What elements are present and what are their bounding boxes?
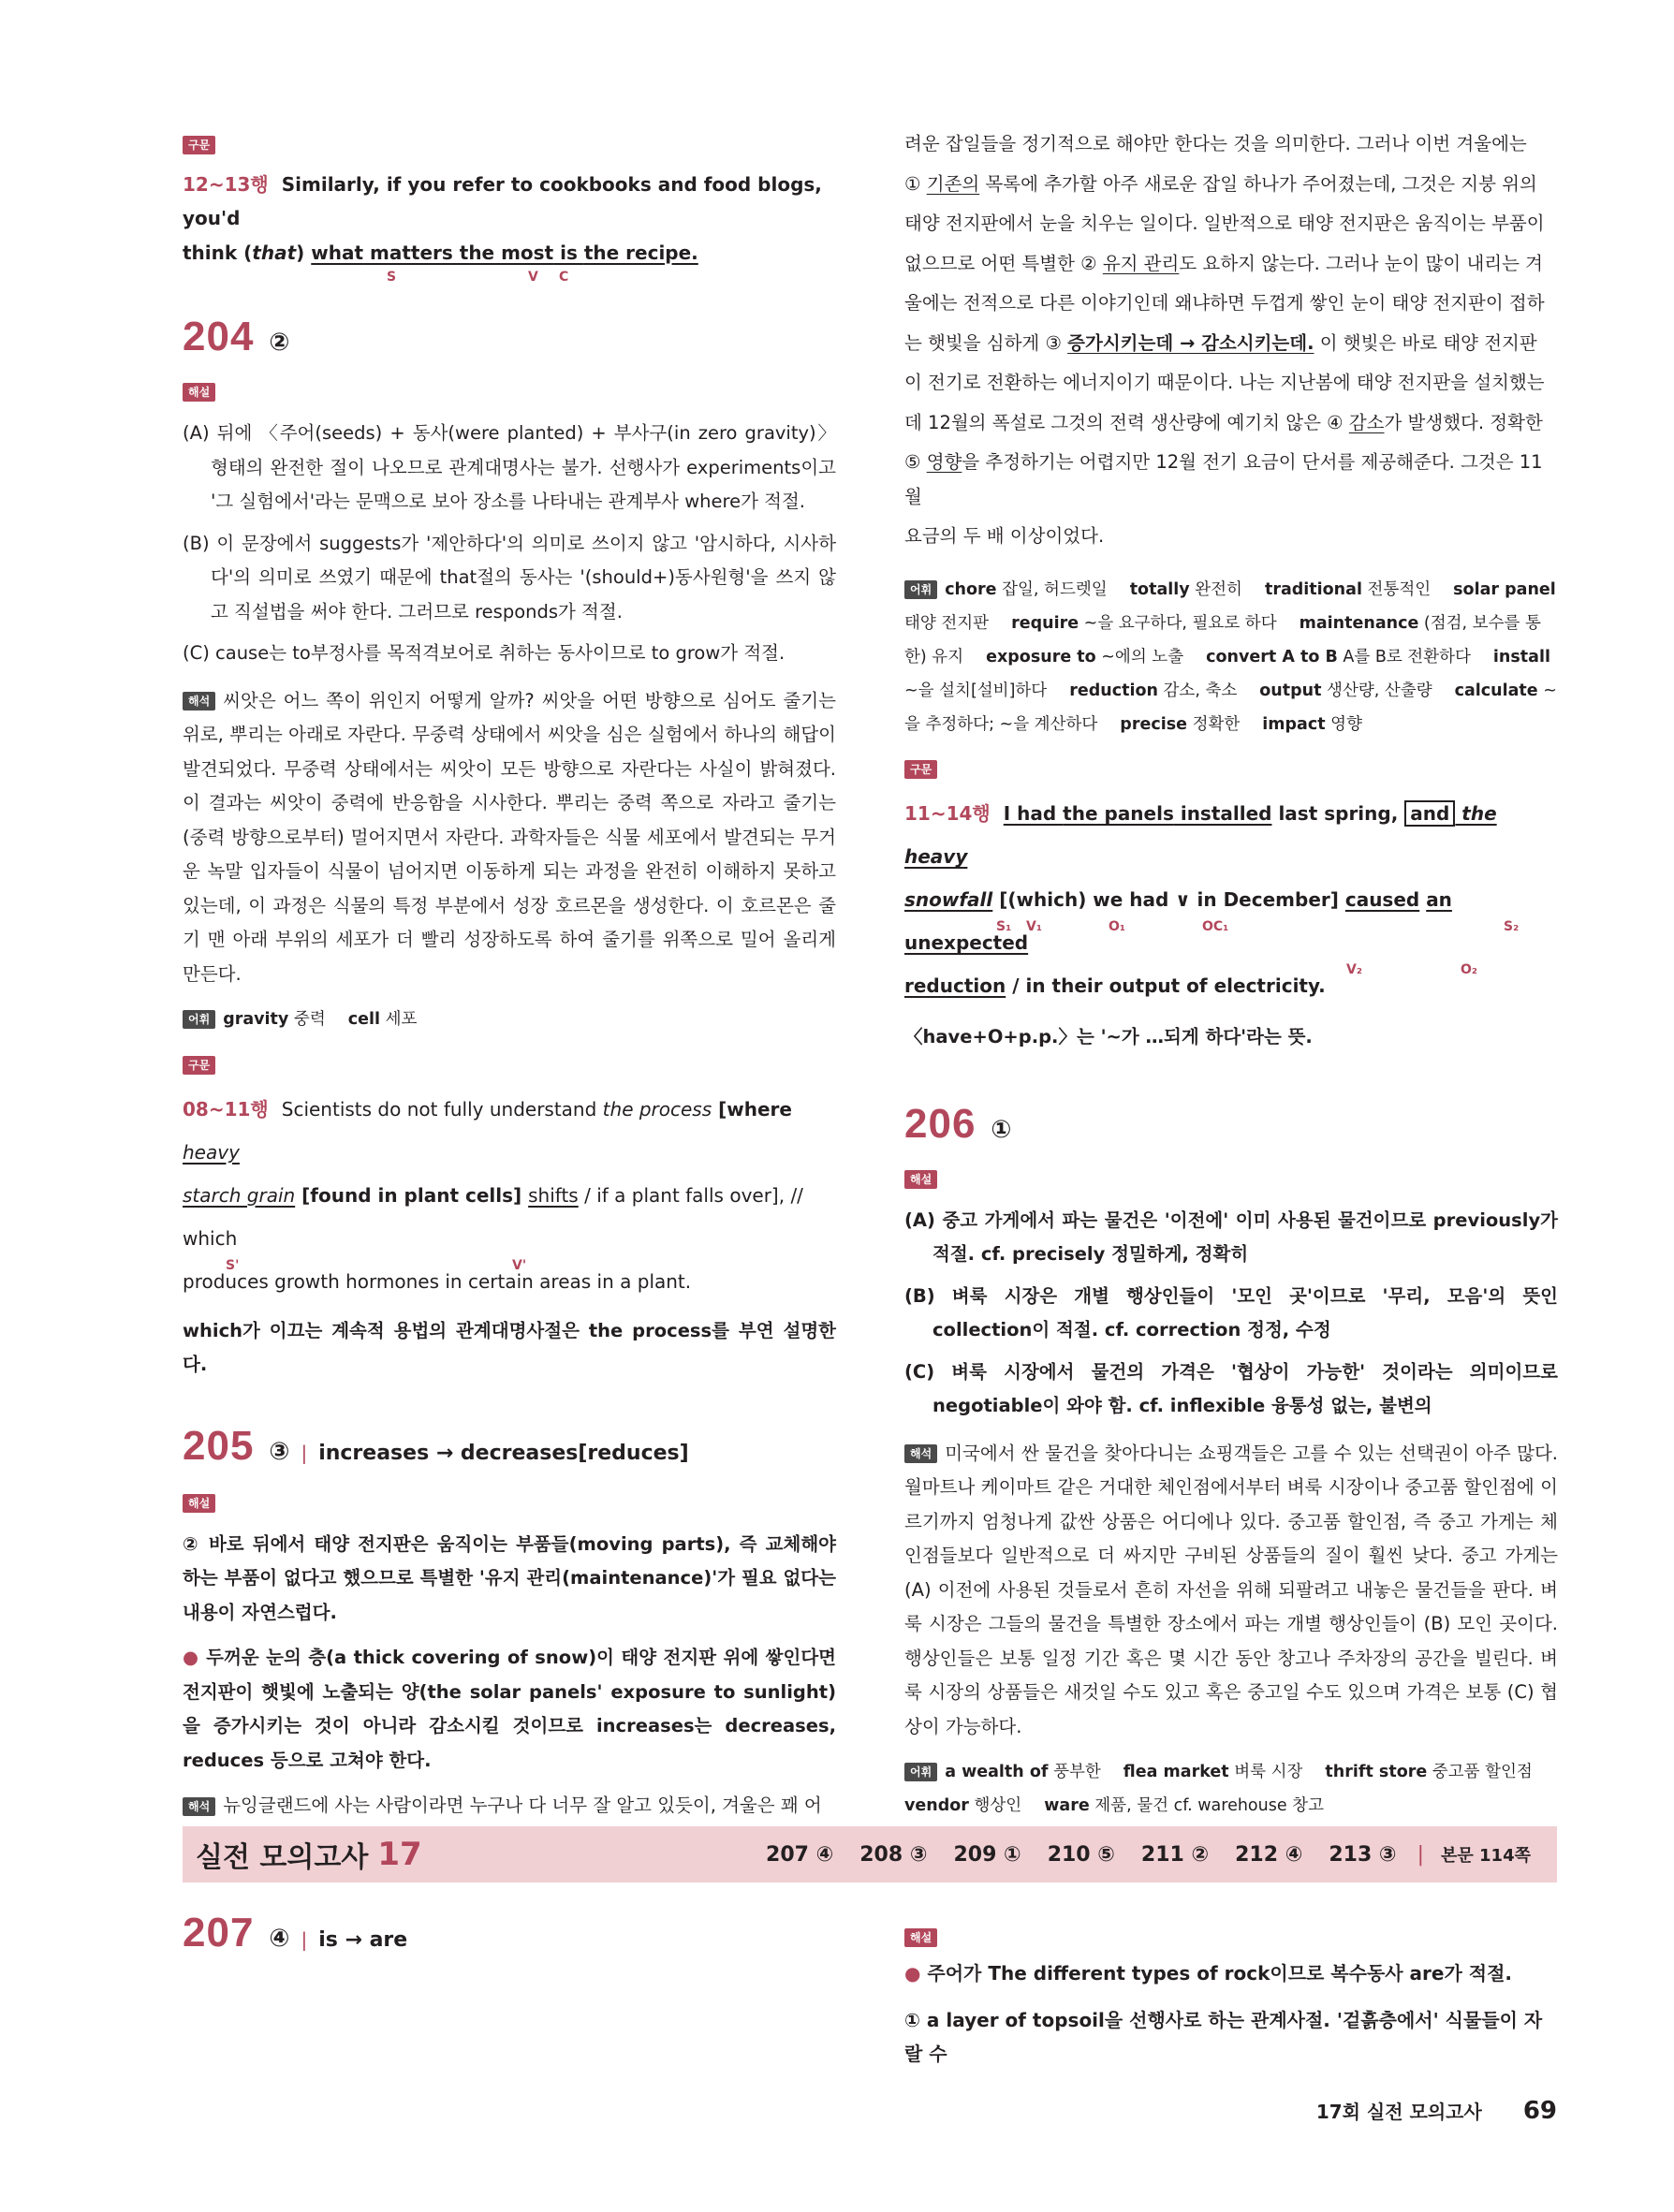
gumun-section-203	[183, 127, 836, 285]
vocab-204: 어휘 gravity 중력 cell 세포	[183, 1003, 836, 1036]
gumun-note: which가 이끄는 계속적 용법의 관계대명사절은 the process를 부연 설명한다.	[183, 1319, 836, 1375]
grammar-roles: S' V'	[226, 1257, 527, 1273]
explanation-item: ● 주어가 The different types of rock이므로 복수동사 are가 적절.	[904, 1962, 1512, 1985]
haeseok-tag: 해석	[904, 1444, 937, 1463]
answer-key-item: 212 ④	[1235, 1842, 1303, 1867]
answer-mark: ①	[991, 1115, 1012, 1144]
gumun-sentence: 11~14행 I had the panels installed last spring, and the heavy snowfall [(which) we had ∨ in December] caused an unexpected reduction / in their output of electricity.	[904, 802, 1497, 997]
gumun-section-204	[183, 1047, 836, 1383]
page-number: 69	[1522, 2097, 1557, 2125]
answer-key-item: 207 ④	[766, 1842, 834, 1867]
haeseok-tag: 해석	[183, 1797, 215, 1816]
page-footer	[1316, 2097, 1557, 2125]
answer-mark: ④	[269, 1925, 290, 1953]
correction: increases → decreases[reduces]	[318, 1441, 689, 1465]
translation-206: 해석 미국에서 싼 물건을 찾아다니는 쇼핑객들은 고를 수 있는 선택권이 아주 많다. 월마트나 케이마트 같은 거대한 체인점에서부터 벼룩 시장이나 중고품 할인점에 이르기까지 엄청나게 값싼 상품은 어디에나 있다. 중고품 할인점, 즉 중고 가게는 체인점들보다 일반적으로 더 싸지만 구비된 상품들의 질이 훨씬 낮다. 중고 가게는 (A) 이전에 사용된 것들로서 흔히 자선을 위해 되팔려고 내놓은 물건들을 판다. 벼룩 시장은 그들의 물건을 특별한 장소에서 파는 개별 행상인들이 (B) 모인 곳이다. 행상인들은 보통 일정 기간 혹은 몇 시간 동안 창고나 주차장의 공간을 빌린다. 벼룩 시장의 상품들은 새것일 수도 있고 혹은 중고일 수도 있으며 가격은 보통 (C) 협상이 가능하다.	[904, 1442, 1558, 1737]
answer-key-item: 208 ③	[859, 1842, 928, 1867]
question-number: 204	[183, 314, 255, 359]
separator: |	[301, 1928, 308, 1951]
question-number: 207	[183, 1910, 255, 1956]
explanation-item: (C) 벼룩 시장에서 물건의 가격은 '협상이 가능한' 것이라는 의미이므로 negotiable이 와야 함. cf. inflexible 융통성 없는, 불변의	[904, 1360, 1558, 1416]
grammar-roles: S₁ V₁ O₁ OC₁ S₂ V₂ O₂	[996, 919, 1520, 977]
vocab-205: 어휘 chore 잡일, 허드렛일 totally 완전히 traditional 전통적인 solar panel 태양 전지판 require ~을 요구하다, 필요로 하다 maintenance (점검, 보수를 통한) 유지 exposure to ~에의 노출 convert A to B A를 B로 전환하다 install ~을 설치[설비]하다 reduction 감소, 축소 output 생산량, 산출량 calculate ~을 추정하다; ~을 계산하다 precise 정확한 impact 영향	[904, 579, 1557, 734]
question-207-header	[183, 1910, 407, 1956]
haeseol-tag: 해설	[904, 1928, 937, 1947]
answer-key-item: 210 ⑤	[1047, 1842, 1115, 1867]
separator: |	[1417, 1842, 1424, 1867]
explanation-207	[904, 1919, 1558, 2071]
role-c: C	[559, 270, 569, 285]
footer-title: 17회 실전 모의고사	[1315, 2101, 1482, 2123]
explanation-item: (A) 중고 가게에서 파는 물건은 '이전에' 이미 사용된 물건이므로 previously가 적절. cf. precisely 정밀하게, 정확히	[904, 1209, 1558, 1265]
answer-mark: ③	[269, 1437, 290, 1466]
role-v: V	[528, 270, 538, 285]
question-204-header	[183, 314, 836, 360]
grammar-roles	[183, 260, 836, 285]
answer-key-item: 211 ②	[1140, 1842, 1210, 1867]
answer-key-item: 213 ③	[1329, 1842, 1397, 1867]
right-column	[904, 127, 1558, 1834]
question-number: 206	[904, 1100, 976, 1147]
explanation-205	[183, 1486, 836, 1778]
line-reference: 12~13행	[183, 172, 269, 196]
explanation-item: (C) cause는 to부정사를 목적격보어로 취하는 동사이므로 to grow가 적절.	[183, 642, 786, 664]
translation-205-start: 해석 뉴잉글랜드에 사는 사람이라면 누구나 다 너무 잘 알고 있듯이, 겨울은 꽤 어	[183, 1789, 836, 1824]
gumun-tag: 구문	[183, 1056, 215, 1075]
eohwi-tag: 어휘	[904, 580, 937, 599]
explanation-item: ① a layer of topsoil을 선행사로 하는 관계사절. '겉흙층에서' 식물들이 자랄 수	[904, 2009, 1543, 2065]
question-205-header	[183, 1422, 836, 1472]
eohwi-tag: 어휘	[904, 1763, 937, 1781]
role-s: S	[387, 270, 397, 285]
gumun-sentence: 08~11행 Scientists do not fully understand the process [where heavy starch grain [found in plant cells] shifts / if a plant falls over], // which produces growth hormones in certain areas in a plant.	[183, 1097, 803, 1293]
explanation-item: (B) 벼룩 시장은 개별 행상인들이 '모인 곳'이므로 '무리, 모음'의 뜻인 collection이 적절. cf. correction 정정, 수정	[904, 1284, 1558, 1340]
haeseol-tag: 해설	[904, 1170, 937, 1189]
test-banner	[183, 1826, 1557, 1882]
gumun-sentence: 12~13행 Similarly, if you refer to cookbooks and food blogs, you'd think (that) what matters the most is the recipe.	[183, 172, 822, 264]
separator: |	[301, 1441, 308, 1464]
bullet-icon: ●	[183, 1647, 199, 1668]
gumun-tag: 구문	[904, 760, 937, 779]
correction: is → are	[318, 1928, 408, 1952]
page-reference: 본문 114쪽	[1440, 1846, 1531, 1866]
left-column	[183, 127, 836, 1835]
explanation-204	[183, 375, 836, 671]
explanation-item: ● 두꺼운 눈의 층(a thick covering of snow)이 태양 전지판 위에 쌓인다면 전지판이 햇빛에 노출되는 양(the solar panels' exposure to sunlight)을 증가시키는 것이 아니라 감소시킬 것이므로 increases는 decreases, reduces 등으로 고쳐야 한다.	[183, 1647, 836, 1771]
vocab-206: 어휘 a wealth of 풍부한 flea market 벼룩 시장 thrift store 중고품 할인점vendor 행상인 ware 제품, 물건 cf. warehouse 창고	[904, 1763, 1533, 1815]
translation-204: 해석 씨앗은 어느 쪽이 위인지 어떻게 알까? 씨앗을 어떤 방향으로 심어도 줄기는 위로, 뿌리는 아래로 자란다. 무중력 상태에서 씨앗을 심은 실험에서 하나의 해답이 발견되었다. 무중력 상태에서는 씨앗이 모든 방향으로 자란다는 사실이 밝혀졌다. 이 결과는 씨앗이 중력에 반응함을 시사한다. 뿌리는 중력 쪽으로 자라고 줄기는 (중력 방향으로부터) 멀어지면서 자란다. 과학자들은 식물 세포에서 발견되는 무거운 녹말 입자들이 식물이 넘어지면 이동하게 되는 과정을 완전히 이해하지 못하고 있는데, 이 과정은 식물의 특정 부분에서 성장 호르몬을 생성한다. 이 호르몬은 줄기 맨 아래 부위의 세포가 더 빨리 성장하도록 하여 줄기를 위쪽으로 밀어 올리게 만든다.	[183, 689, 836, 985]
banner-title: 실전 모의고사	[196, 1841, 369, 1874]
explanation-item: (A) 뒤에 〈주어(seeds) + 동사(were planted) + 부사구(in zero gravity)〉 형태의 완전한 절이 나오므로 관계대명사는 불가. 선행사가 experiments이고 '그 실험에서'라는 문맥으로 보아 장소를 나타내는 관계부사 where가 적절.	[183, 422, 836, 512]
haeseol-tag: 해설	[183, 383, 215, 402]
haeseok-tag: 해석	[183, 692, 215, 710]
translation-205-continued: 려운 잡일들을 정기적으로 해야만 한다는 것을 의미한다. 그러나 이번 겨울에는 ① 기존의 목록에 추가할 아주 새로운 잡일 하나가 주어졌는데, 그것은 지붕 위의 태양 전지판에서 눈을 치우는 일이다. 일반적으로 태양 전지판은 움직이는 부품이 없으므로 어떤 특별한 ② 유지 관리도 요하지 않는다. 그러나 눈이 많이 내리는 겨 울에는 전적으로 다른 이야기인데 왜냐하면 두껍게 쌓인 눈이 태양 전지판이 접하 는 햇빛을 심하게 ③ 증가시키는데 → 감소시키는데. 이 햇빛은 바로 태양 전지판 이 전기로 전환하는 에너지이기 때문이다. 나는 지난봄에 태양 전지판을 설치했는 데 12월의 폭설로 그것의 전력 생산량에 예기치 않은 ④ 감소가 발생했다. 정확한 ⑤ 영향을 추정하기는 어렵지만 12월 전기 요금이 단서를 제공해준다. 그것은 11월 요금의 두 배 이상이었다.	[904, 133, 1545, 547]
gumun-note: 〈have+O+p.p.〉는 '~가 …되게 하다'라는 뜻.	[904, 1026, 1313, 1047]
bullet-icon: ●	[904, 1962, 921, 1985]
gumun-section-205	[904, 753, 1558, 1055]
explanation-item: (B) 이 문장에서 suggests가 '제안하다'의 의미로 쓰이지 않고 '암시하다, 시사하다'의 의미로 쓰였기 때문에 that절의 동사는 '(should+)동사원형'을 쓰지 않고 직설법을 써야 한다. 그러므로 responds가 적절.	[183, 532, 836, 623]
eohwi-tag: 어휘	[183, 1010, 215, 1029]
banner-number: 17	[377, 1836, 422, 1873]
haeseol-tag: 해설	[183, 1494, 215, 1513]
explanation-206	[904, 1162, 1558, 1424]
answer-key	[766, 1843, 1397, 1867]
answer-key-item: 209 ①	[953, 1842, 1021, 1867]
question-number: 205	[183, 1422, 255, 1469]
explanation-item: ② 바로 뒤에서 태양 전지판은 움직이는 부품들(moving parts), 즉 교체해야 하는 부품이 없다고 했으므로 특별한 '유지 관리(maintenance)'가 필요 없다는 내용이 자연스럽다.	[183, 1532, 836, 1623]
gumun-tag: 구문	[183, 136, 215, 154]
question-206-header	[904, 1100, 1558, 1148]
answer-mark: ②	[269, 329, 290, 357]
